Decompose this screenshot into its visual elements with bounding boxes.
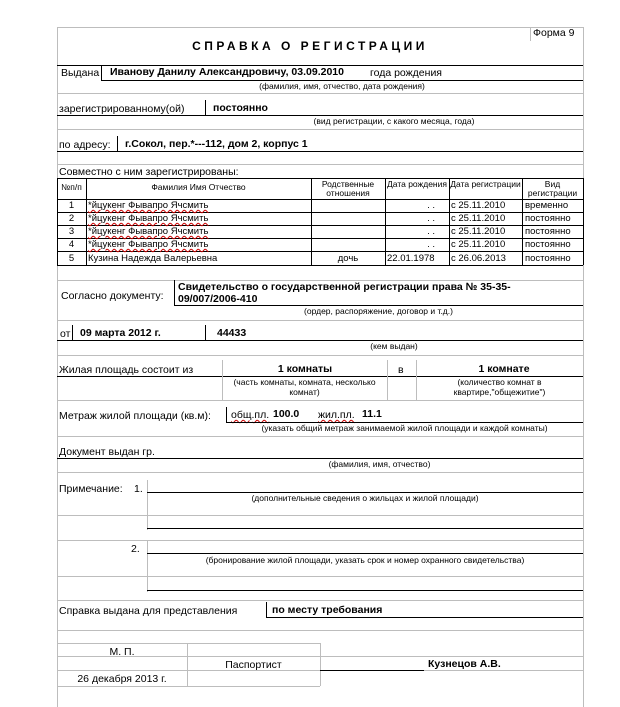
row-birth: . . — [427, 213, 435, 224]
address-divider — [117, 136, 118, 151]
grid-line — [57, 643, 320, 644]
rooms-hint: (часть комнаты, комната, несколько комнат) — [233, 377, 376, 397]
issued-to-value: Иванову Данилу Александровичу, 03.09.2010 — [110, 66, 344, 78]
document-divider — [174, 280, 175, 305]
grid-line — [57, 472, 583, 473]
grid-line — [57, 576, 583, 577]
doc-date-value: 09 марта 2012 г. — [80, 327, 161, 339]
grid-line — [57, 355, 583, 356]
row-name: Кузина Надежда Валерьевна — [88, 253, 218, 264]
col-header-relation: Родственные отношения — [321, 179, 375, 198]
document-value-line2: 09/007/2006-410 — [178, 293, 258, 305]
row-birth: . . — [427, 239, 435, 250]
col-header-reg-type: Вид регистрации — [527, 179, 578, 198]
stamp-label: М. П. — [109, 646, 135, 658]
row-reg-type: постоянно — [525, 226, 571, 237]
row-reg-type: постоянно — [525, 213, 571, 224]
grid-line — [57, 540, 583, 541]
note-2-number: 2. — [131, 543, 140, 555]
doc-issuer-hint: (кем выдан) — [370, 341, 418, 351]
area-size-label: Метраж жилой площади (кв.м): — [59, 410, 211, 422]
row-num: 5 — [68, 253, 75, 264]
issued-to-hint: (фамилия, имя, отчество, дата рождения) — [259, 81, 425, 91]
col-header-num: №п/п — [61, 182, 82, 192]
registered-hint: (вид регистрации, с какого месяца, года) — [313, 116, 475, 126]
col-header-reg-date: Дата регистрации — [450, 179, 521, 189]
address-value: г.Сокол, пер.*---112, дом 2, корпус 1 — [125, 138, 308, 150]
note-2-hint: (бронирование жилой площади, указать срок и номер охранного свидетельства) — [205, 555, 525, 565]
rooms-value: 1 комнаты — [277, 363, 333, 375]
page-top-border — [57, 27, 583, 28]
page-right-border — [583, 27, 584, 707]
apartment-value: 1 комнате — [478, 363, 530, 375]
document-label: Согласно документу: — [61, 290, 164, 302]
row-reg-date: с 26.06.2013 — [451, 253, 506, 264]
role-label: Паспортист — [225, 659, 282, 671]
document-hint: (ордер, распоряжение, договор и т.д.) — [304, 306, 453, 316]
living-area-in: в — [398, 364, 404, 376]
living-area-label: Жилая площадь состоит из — [59, 364, 194, 376]
row-name: *йцукенг Фывапро Ячсмить — [88, 213, 209, 224]
issued-to-suffix: года рождения — [370, 67, 442, 79]
note-1-number: 1. — [134, 483, 143, 495]
table-line — [57, 251, 583, 252]
registered-divider — [205, 100, 206, 115]
living-area-size-label: жил.пл. — [318, 409, 355, 421]
grid-line — [57, 515, 583, 516]
grid-line — [57, 686, 320, 687]
row-num: 4 — [68, 239, 75, 250]
row-relation: дочь — [337, 253, 359, 264]
notes-label: Примечание: — [59, 483, 123, 495]
document-value-line1: Свидетельство о государственной регистрации права № 35-35- — [178, 281, 511, 293]
presentation-divider — [266, 602, 267, 617]
row-name: *йцукенг Фывапро Ячсмить — [88, 226, 209, 237]
grid-line — [147, 540, 148, 592]
total-area-value: 100.0 — [273, 408, 300, 420]
issued-doc-hint: (фамилия, имя, отчество) — [328, 459, 431, 469]
presentation-label: Справка выдана для представления — [59, 605, 238, 617]
apartment-hint: (количество комнат в квартире,"общежитие") — [453, 377, 546, 397]
row-birth: 22.01.1978 — [387, 253, 435, 264]
grid-line — [387, 360, 388, 400]
table-line — [449, 178, 450, 265]
grid-line — [57, 436, 583, 437]
grid-line — [320, 643, 321, 686]
doc-date-divider-2 — [205, 325, 206, 340]
table-line — [583, 178, 584, 265]
row-num: 1 — [68, 200, 75, 211]
registered-value: постоянно — [213, 102, 268, 114]
issued-to-label: Выдана — [61, 67, 100, 79]
document-title: СПРАВКА О РЕГИСТРАЦИИ — [192, 39, 428, 53]
note-2-underline — [147, 553, 583, 554]
doc-date-divider — [72, 325, 73, 340]
note-1-bottom-line — [147, 528, 583, 529]
area-size-divider — [226, 407, 227, 422]
grid-line — [57, 600, 583, 601]
col-header-name: Фамилия Имя Отчество — [151, 182, 246, 192]
issue-date: 26 декабря 2013 г. — [77, 673, 167, 685]
row-birth: . . — [427, 200, 435, 211]
row-reg-date: с 25.11.2010 — [451, 239, 506, 250]
grid-line — [57, 400, 583, 401]
total-area-label: общ.пл. — [231, 409, 270, 421]
doc-issuer-value: 44433 — [217, 327, 247, 339]
registered-label: зарегистрированному(ой) — [59, 103, 185, 115]
issued-doc-label: Документ выдан гр. — [59, 446, 155, 458]
presentation-value: по месту требования — [272, 604, 383, 616]
grid-line — [57, 164, 583, 165]
area-size-hint: (указать общий метраж занимаемой жилой площади и каждой комнаты) — [261, 423, 548, 433]
row-reg-type: постоянно — [525, 239, 571, 250]
row-reg-date: с 25.11.2010 — [451, 213, 506, 224]
presentation-underline — [266, 617, 583, 618]
row-birth: . . — [427, 226, 435, 237]
living-area-size-value: 11.1 — [362, 408, 382, 420]
doc-date-label: от — [60, 328, 71, 340]
row-reg-type: постоянно — [525, 253, 571, 264]
row-name: *йцукенг Фывапро Ячсмить — [88, 239, 209, 250]
row-reg-type: временно — [525, 200, 569, 211]
row-num: 2 — [68, 213, 75, 224]
form-label: Форма 9 — [533, 27, 575, 39]
table-line — [57, 265, 583, 266]
row-reg-date: с 25.11.2010 — [451, 226, 506, 237]
grid-line — [57, 630, 583, 631]
note-1-hint: (дополнительные сведения о жильцах и жилой площади) — [251, 493, 479, 503]
row-reg-date: с 25.11.2010 — [451, 200, 506, 211]
issued-to-divider — [101, 65, 102, 80]
grid-line — [147, 480, 148, 530]
grid-line — [57, 320, 583, 321]
address-underline — [57, 151, 583, 152]
row-num: 3 — [68, 226, 75, 237]
grid-line — [57, 93, 583, 94]
grid-line — [57, 129, 583, 130]
row-name: *йцукенг Фывапро Ячсмить — [88, 200, 209, 211]
signer-name: Кузнецов А.В. — [428, 658, 501, 670]
note-2-bottom-line — [147, 590, 583, 591]
col-header-birth: Дата рождения — [387, 179, 447, 189]
signature-line — [320, 670, 424, 671]
cohabitants-label: Совместно с ним зарегистрированы: — [59, 166, 239, 178]
address-label: по адресу: — [59, 139, 111, 151]
